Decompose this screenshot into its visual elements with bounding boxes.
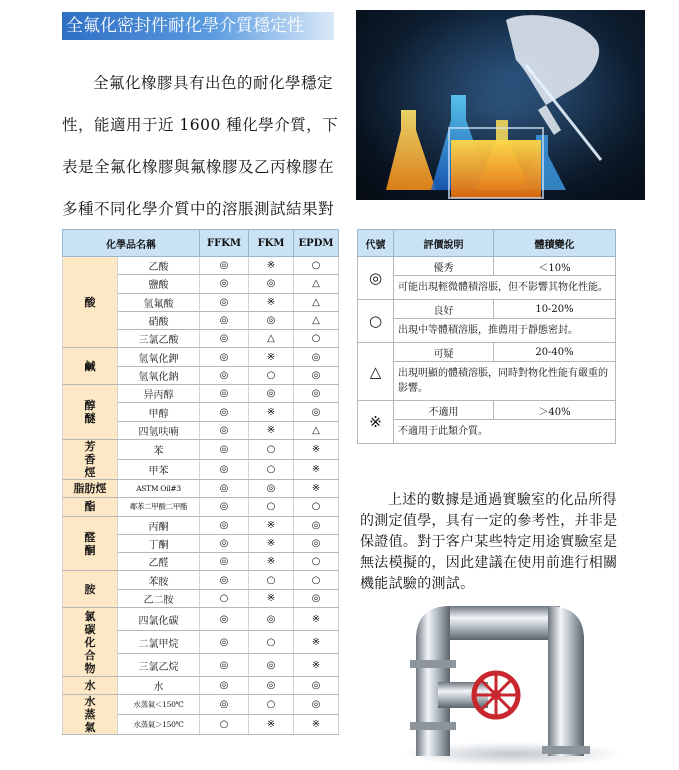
epdm-rating-cell: ○ [294, 498, 339, 516]
ffkm-rating-cell: ◎ [200, 366, 249, 384]
fkm-rating-cell: ※ [249, 348, 294, 366]
lab-glassware-illustration [356, 10, 645, 200]
ffkm-rating-cell: ◎ [200, 479, 249, 497]
epdm-rating-cell: ◎ [294, 348, 339, 366]
chemical-name-cell: 乙二胺 [118, 589, 200, 607]
ffkm-rating-cell: ◎ [200, 403, 249, 421]
fkm-rating-cell: ※ [249, 553, 294, 571]
category-cell: 胺 [63, 571, 118, 608]
rating-description-cell: 出現明顯的體積溶脹，同時對物化性能有嚴重的影響。 [394, 362, 616, 401]
legend-description-row [358, 276, 616, 300]
rating-symbol-cell: ○ [358, 300, 394, 343]
ffkm-rating-cell: ◎ [200, 677, 249, 695]
chemical-name-cell: 乙酸 [118, 257, 200, 275]
chemical-name-cell: 二氯甲烷 [118, 631, 200, 654]
table-row [63, 348, 339, 366]
category-cell: 醛 酮 [63, 516, 118, 571]
fkm-rating-cell: ※ [249, 293, 294, 311]
col-header-ffkm: FFKM [200, 230, 249, 257]
epdm-rating-cell: ※ [294, 631, 339, 654]
epdm-rating-cell: ○ [294, 553, 339, 571]
fkm-rating-cell: ○ [249, 571, 294, 589]
chemical-name-cell: 四氫呋喃 [118, 421, 200, 439]
table-row [63, 677, 339, 695]
chemical-name-cell: 水蒸氣＞150℃ [118, 715, 200, 735]
volume-change-cell: 20-40% [494, 343, 616, 362]
chemical-compatibility-table [62, 229, 339, 735]
ffkm-rating-cell: ◎ [200, 608, 249, 631]
epdm-rating-cell: ◎ [294, 366, 339, 384]
table-row [63, 439, 339, 459]
chemical-name-cell: 硝酸 [118, 311, 200, 329]
epdm-rating-cell: ○ [294, 330, 339, 348]
fkm-rating-cell: ◎ [249, 385, 294, 403]
fkm-rating-cell: ○ [249, 459, 294, 479]
epdm-rating-cell: ※ [294, 654, 339, 677]
rating-symbol-cell: ◎ [358, 257, 394, 300]
rating-legend-table [357, 229, 616, 444]
chemical-name-cell: 鹽酸 [118, 275, 200, 293]
fkm-rating-cell: ○ [249, 366, 294, 384]
fkm-rating-cell: ◎ [249, 608, 294, 631]
epdm-rating-cell: ※ [294, 459, 339, 479]
volume-change-cell: ＜10% [494, 257, 616, 276]
chemical-name-cell: 水蒸氣＜150℃ [118, 695, 200, 715]
ffkm-rating-cell: ◎ [200, 330, 249, 348]
fkm-rating-cell: ◎ [249, 275, 294, 293]
fkm-rating-cell: ○ [249, 498, 294, 516]
ffkm-rating-cell: ◎ [200, 553, 249, 571]
epdm-rating-cell: △ [294, 275, 339, 293]
category-cell: 水 蒸 氣 [63, 695, 118, 735]
pipe-valve-illustration [398, 596, 628, 766]
ffkm-rating-cell: ◎ [200, 498, 249, 516]
ffkm-rating-cell: ◎ [200, 385, 249, 403]
epdm-rating-cell: ◎ [294, 516, 339, 534]
rating-description-cell: 可能出現輕微體積溶脹，但不影響其物化性能。 [394, 276, 616, 300]
legend-row [358, 257, 616, 276]
section-title-banner [62, 12, 334, 40]
table-row [63, 257, 339, 275]
chemical-table-body [63, 257, 339, 735]
chemical-name-cell: 甲醇 [118, 403, 200, 421]
chemical-name-cell: 苯胺 [118, 571, 200, 589]
legend-header-row [358, 230, 616, 257]
epdm-rating-cell: ※ [294, 608, 339, 631]
table-row [63, 571, 339, 589]
chemical-name-cell: 乙醛 [118, 553, 200, 571]
chemical-name-cell: 苯 [118, 439, 200, 459]
col-header-fkm: FKM [249, 230, 294, 257]
epdm-rating-cell: ○ [294, 571, 339, 589]
epdm-rating-cell: ◎ [294, 385, 339, 403]
fkm-rating-cell: ※ [249, 421, 294, 439]
table-header-row [63, 230, 339, 257]
fkm-rating-cell: ○ [249, 695, 294, 715]
fkm-rating-cell: ◎ [249, 311, 294, 329]
fkm-rating-cell: ◎ [249, 479, 294, 497]
rating-label-cell: 不適用 [394, 401, 494, 420]
ffkm-rating-cell: ○ [200, 715, 249, 735]
chemical-name-cell: 鄰苯二甲酸二甲酯 [118, 498, 200, 516]
fkm-rating-cell: ※ [249, 589, 294, 607]
pipe-valve-graphic [398, 596, 628, 766]
epdm-rating-cell: △ [294, 293, 339, 311]
ffkm-rating-cell: ◎ [200, 311, 249, 329]
table-row [63, 516, 339, 534]
category-cell: 氯 碳 化 合 物 [63, 608, 118, 677]
ffkm-rating-cell: ◎ [200, 631, 249, 654]
disclaimer-paragraph [360, 490, 618, 595]
chemical-name-cell: 氫氧化鈉 [118, 366, 200, 384]
chemical-name-cell: 三氯乙烷 [118, 654, 200, 677]
fkm-rating-cell: ※ [249, 403, 294, 421]
epdm-rating-cell: ◎ [294, 589, 339, 607]
fkm-rating-cell: ※ [249, 715, 294, 735]
chemical-name-cell: 氫氧化鉀 [118, 348, 200, 366]
ffkm-rating-cell: ◎ [200, 293, 249, 311]
fkm-rating-cell: ※ [249, 534, 294, 552]
legend-col-change: 體積變化 [494, 230, 616, 257]
lab-glassware-photo [356, 10, 645, 200]
chemical-name-cell: 丙酮 [118, 516, 200, 534]
rating-label-cell: 優秀 [394, 257, 494, 276]
category-cell: 脂肪烴 [63, 479, 118, 497]
volume-change-cell: ＞40% [494, 401, 616, 420]
epdm-rating-cell: ◎ [294, 677, 339, 695]
col-header-epdm: EPDM [294, 230, 339, 257]
ffkm-rating-cell: ◎ [200, 348, 249, 366]
fkm-rating-cell: △ [249, 330, 294, 348]
chemical-name-cell: 异丙醇 [118, 385, 200, 403]
epdm-rating-cell: ◎ [294, 403, 339, 421]
fkm-rating-cell: ※ [249, 257, 294, 275]
ffkm-rating-cell: ◎ [200, 275, 249, 293]
legend-row [358, 401, 616, 420]
category-cell: 酯 [63, 498, 118, 516]
chemical-name-cell: 四氯化碳 [118, 608, 200, 631]
category-cell: 水 [63, 677, 118, 695]
epdm-rating-cell: ※ [294, 715, 339, 735]
category-cell: 鹹 [63, 348, 118, 385]
col-header-chemical: 化學品名稱 [63, 230, 200, 257]
category-cell: 酸 [63, 257, 118, 348]
fkm-rating-cell: ○ [249, 631, 294, 654]
rating-description-cell: 不適用于此類介質。 [394, 420, 616, 444]
category-cell: 芳 香 烴 [63, 439, 118, 479]
fkm-rating-cell: ◎ [249, 654, 294, 677]
legend-col-rating: 評價說明 [394, 230, 494, 257]
volume-change-cell: 10-20% [494, 300, 616, 319]
chemical-name-cell: 三氯乙酸 [118, 330, 200, 348]
epdm-rating-cell: ◎ [294, 534, 339, 552]
legend-row [358, 300, 616, 319]
table-row [63, 479, 339, 497]
legend-description-row [358, 319, 616, 343]
epdm-rating-cell: △ [294, 311, 339, 329]
rating-symbol-cell: ※ [358, 401, 394, 444]
rating-label-cell: 可疑 [394, 343, 494, 362]
ffkm-rating-cell: ◎ [200, 421, 249, 439]
ffkm-rating-cell: ◎ [200, 654, 249, 677]
epdm-rating-cell: ※ [294, 439, 339, 459]
legend-description-row [358, 362, 616, 401]
ffkm-rating-cell: ◎ [200, 534, 249, 552]
epdm-rating-cell: △ [294, 421, 339, 439]
table-row [63, 608, 339, 631]
disclaimer-text: 上述的數據是通過實驗室的化品所得的測定值學，具有一定的參考性，并非是保證值。對于客户某些特定用途實驗室是無法模擬的，因此建議在使用前進行相關機能試驗的測試。 [360, 492, 618, 592]
epdm-rating-cell: ○ [294, 257, 339, 275]
legend-row [358, 343, 616, 362]
table-row [63, 385, 339, 403]
chemical-name-cell: 氫氟酸 [118, 293, 200, 311]
legend-table-body [358, 257, 616, 444]
category-cell: 醇 醚 [63, 385, 118, 440]
chemical-name-cell: ASTM Oil#3 [118, 479, 200, 497]
legend-col-symbol: 代號 [358, 230, 394, 257]
table-row [63, 498, 339, 516]
rating-description-cell: 出現中等體積溶脹，推薦用于靜態密封。 [394, 319, 616, 343]
legend-description-row [358, 420, 616, 444]
ffkm-rating-cell: ○ [200, 589, 249, 607]
chemical-name-cell: 丁酮 [118, 534, 200, 552]
intro-text: 全氟化橡膠具有出色的耐化學穩定性，能適用于近 1600 種化學介質，下表是全氟化橡膠與氟橡膠及乙丙橡膠在多種不同化學介質中的溶脹測試結果對 [62, 74, 339, 218]
epdm-rating-cell: ※ [294, 479, 339, 497]
ffkm-rating-cell: ◎ [200, 695, 249, 715]
rating-symbol-cell: △ [358, 343, 394, 401]
ffkm-rating-cell: ◎ [200, 439, 249, 459]
chemical-name-cell: 甲苯 [118, 459, 200, 479]
table-row [63, 695, 339, 715]
ffkm-rating-cell: ◎ [200, 516, 249, 534]
ffkm-rating-cell: ◎ [200, 257, 249, 275]
chemical-name-cell: 水 [118, 677, 200, 695]
fkm-rating-cell: ※ [249, 516, 294, 534]
fkm-rating-cell: ○ [249, 439, 294, 459]
section-title: 全氟化密封件耐化學介質穩定性 [66, 16, 304, 36]
rating-label-cell: 良好 [394, 300, 494, 319]
fkm-rating-cell: ◎ [249, 677, 294, 695]
epdm-rating-cell: ◎ [294, 695, 339, 715]
ffkm-rating-cell: ◎ [200, 571, 249, 589]
ffkm-rating-cell: ◎ [200, 459, 249, 479]
